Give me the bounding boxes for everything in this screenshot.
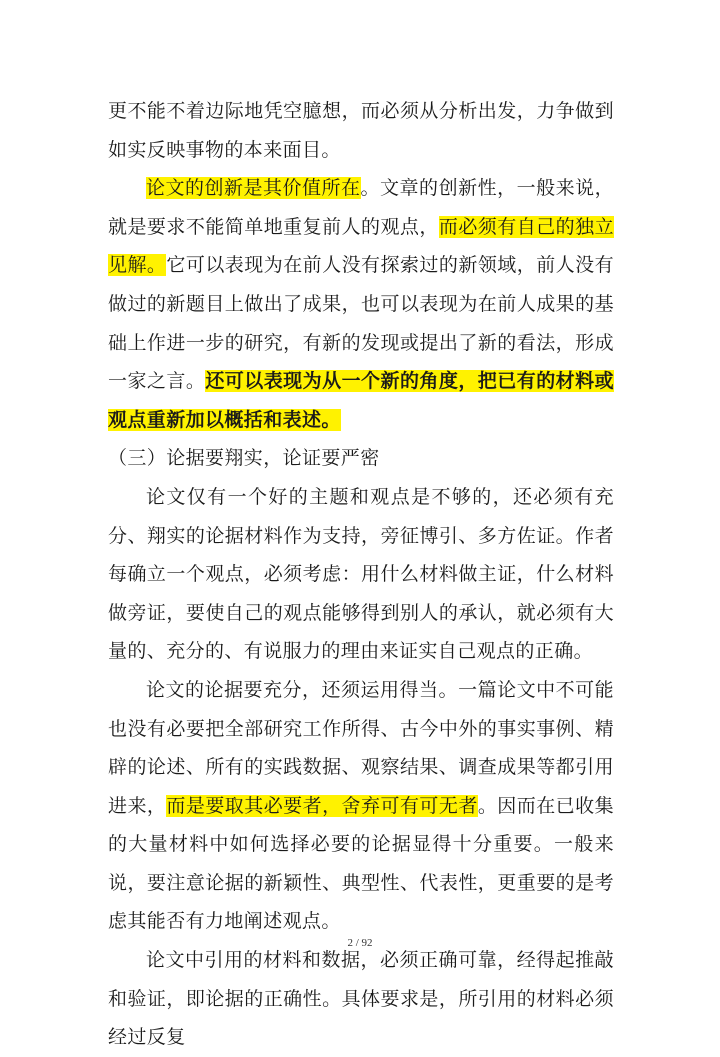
paragraph <box>108 941 614 1057</box>
document-body <box>108 92 614 1057</box>
paragraph <box>108 478 614 671</box>
paragraph <box>108 92 614 169</box>
page-number: 2 / 92 <box>347 937 373 949</box>
text-run: 更不能不着边际地凭空臆想，而必须从分析出发，力争做到如实反映事物的本来面目。 <box>108 100 614 161</box>
paragraph <box>108 671 614 941</box>
highlighted-text: 还可以表现为从一个新的角度，把已有的材料或观点重新加以概括和表述。 <box>108 370 614 431</box>
text-run: 。因而在已收集的大量材料中如何选择必要的论据显得十分重要。一般来说，要注意论据的新颖性、典型性、代表性，更重要的是考虑其能否有力地阐述观点。 <box>108 794 614 933</box>
text-run: （三）论据要翔实，论证要严密 <box>108 447 380 470</box>
paragraph <box>108 169 614 439</box>
text-run: 。文章的创新性，一般来说，就是要求不能简单地重复前人的观点， <box>108 177 614 238</box>
highlighted-text: 而是要取其必要者，舍弃可有可无者 <box>166 794 478 817</box>
text-run: 论文中引用的材料和数据，必须正确可靠，经得起推敲和验证，即论据的正确性。具体要求是，所引用的材料必须经过反复 <box>108 949 614 1049</box>
text-run: 它可以表现为在前人没有探索过的新领域，前人没有做过的新题目上做出了成果，也可以表现为在前人成果的基础上作进一步的研究，有新的发现或提出了新的看法，形成一家之言。 <box>108 254 615 393</box>
highlighted-text: 论文的创新是其价值所在 <box>146 177 361 200</box>
text-run: 论文的论据要充分，还须运用得当。一篇论文中不可能也没有必要把全部研究工作所得、古今中外的事实事例、精辟的论述、所有的实践数据、观察结果、调查成果等都引用进来， <box>108 678 614 817</box>
section-heading <box>108 439 614 478</box>
highlighted-text: 而必须有自己的独立见解。 <box>108 215 614 277</box>
text-run: 论文仅有一个好的主题和观点是不够的，还必须有充分、翔实的论据材料作为支持，旁征博引、多方佐证。作者每确立一个观点，必须考虑：用什么材料做主证，什么材料做旁证，要使自己的观点能够得到别人的承认，就必须有大量的、充分的、有说服力的理由来证实自己观点的正确。 <box>108 485 614 663</box>
